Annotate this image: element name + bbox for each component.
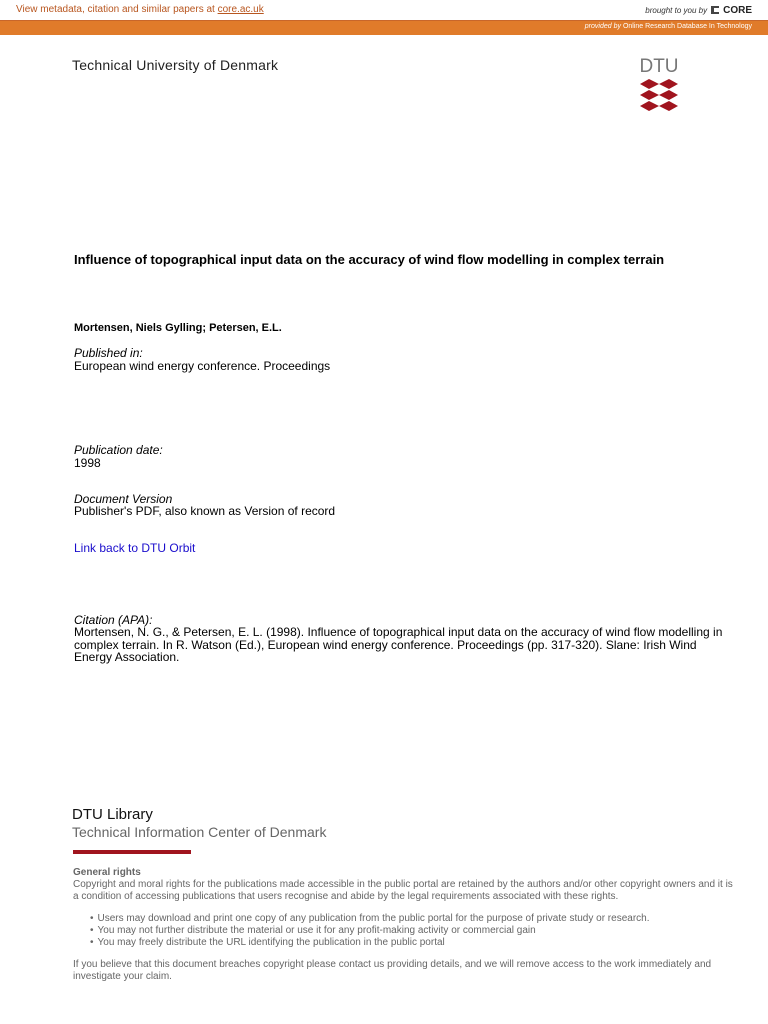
published-value: European wind energy conference. Proceedings [74,359,331,373]
provided-by-text: provided by [584,23,621,30]
paper-authors: Mortensen, Niels Gylling; Petersen, E.L. [74,322,282,334]
provider-banner [0,21,768,35]
provider-name[interactable]: Online Research Database In Technology [622,23,752,30]
citation-text: Mortensen, N. G., & Petersen, E. L. (1998). Influence of topographical input data on the accuracy of wind flow modelling in complex terrain. In R. Watson (Ed.), European wind energy conference. Proceedings (pp. 317-320). Slane: Irish Wind Energy Association. [74,625,723,664]
takedown-notice: If you believe that this document breaches copyright please contact us providing details, and we will remove access to the work immediately and investigate your claim. [73,959,712,982]
date-value: 1998 [74,456,101,470]
rights-list [90,913,649,948]
core-metadata-text: View metadata, citation and similar papers at [16,4,215,15]
rights-heading: General rights [73,867,141,878]
citation-label: Citation (APA): [74,613,153,627]
paper-title: Influence of topographical input data on the accuracy of wind flow modelling in complex terrain [74,252,665,267]
published-label: Published in: [74,346,143,360]
core-banner [0,0,768,21]
library-divider [73,850,191,854]
library-subtitle: Technical Information Center of Denmark [72,824,327,840]
version-value: Publisher's PDF, also known as Version of record [74,504,336,518]
library-name: DTU Library [72,806,153,823]
dtu-logo-text: DTU [639,56,679,77]
provider-notice [585,23,752,30]
core-metadata-notice [16,4,264,15]
university-name: Technical University of Denmark [72,57,279,73]
core-logo: CORE [723,4,752,16]
dtu-orbit-link[interactable]: Link back to DTU Orbit [74,541,196,555]
version-label: Document Version [74,492,173,506]
list-item: • You may not further distribute the material or use it for any profit-making activity or commercial gain [90,925,649,937]
list-item: • You may freely distribute the URL identifying the publication in the public portal [90,937,649,949]
brought-by-text: brought to you by [645,5,708,15]
core-icon [710,4,720,16]
dtu-logo-icon [638,54,680,114]
core-link[interactable]: core.ac.uk [217,4,264,15]
core-branding[interactable] [645,4,752,16]
rights-text: Copyright and moral rights for the publications made accessible in the public portal are retained by the authors and/or other copyright owners and it is a condition of accessing publications that users recognise and abide by the legal requirements associated with these rights. [73,879,733,902]
date-label: Publication date: [74,443,163,457]
list-item: • Users may download and print one copy of any publication from the public portal for the purpose of private study or research. [90,913,649,925]
